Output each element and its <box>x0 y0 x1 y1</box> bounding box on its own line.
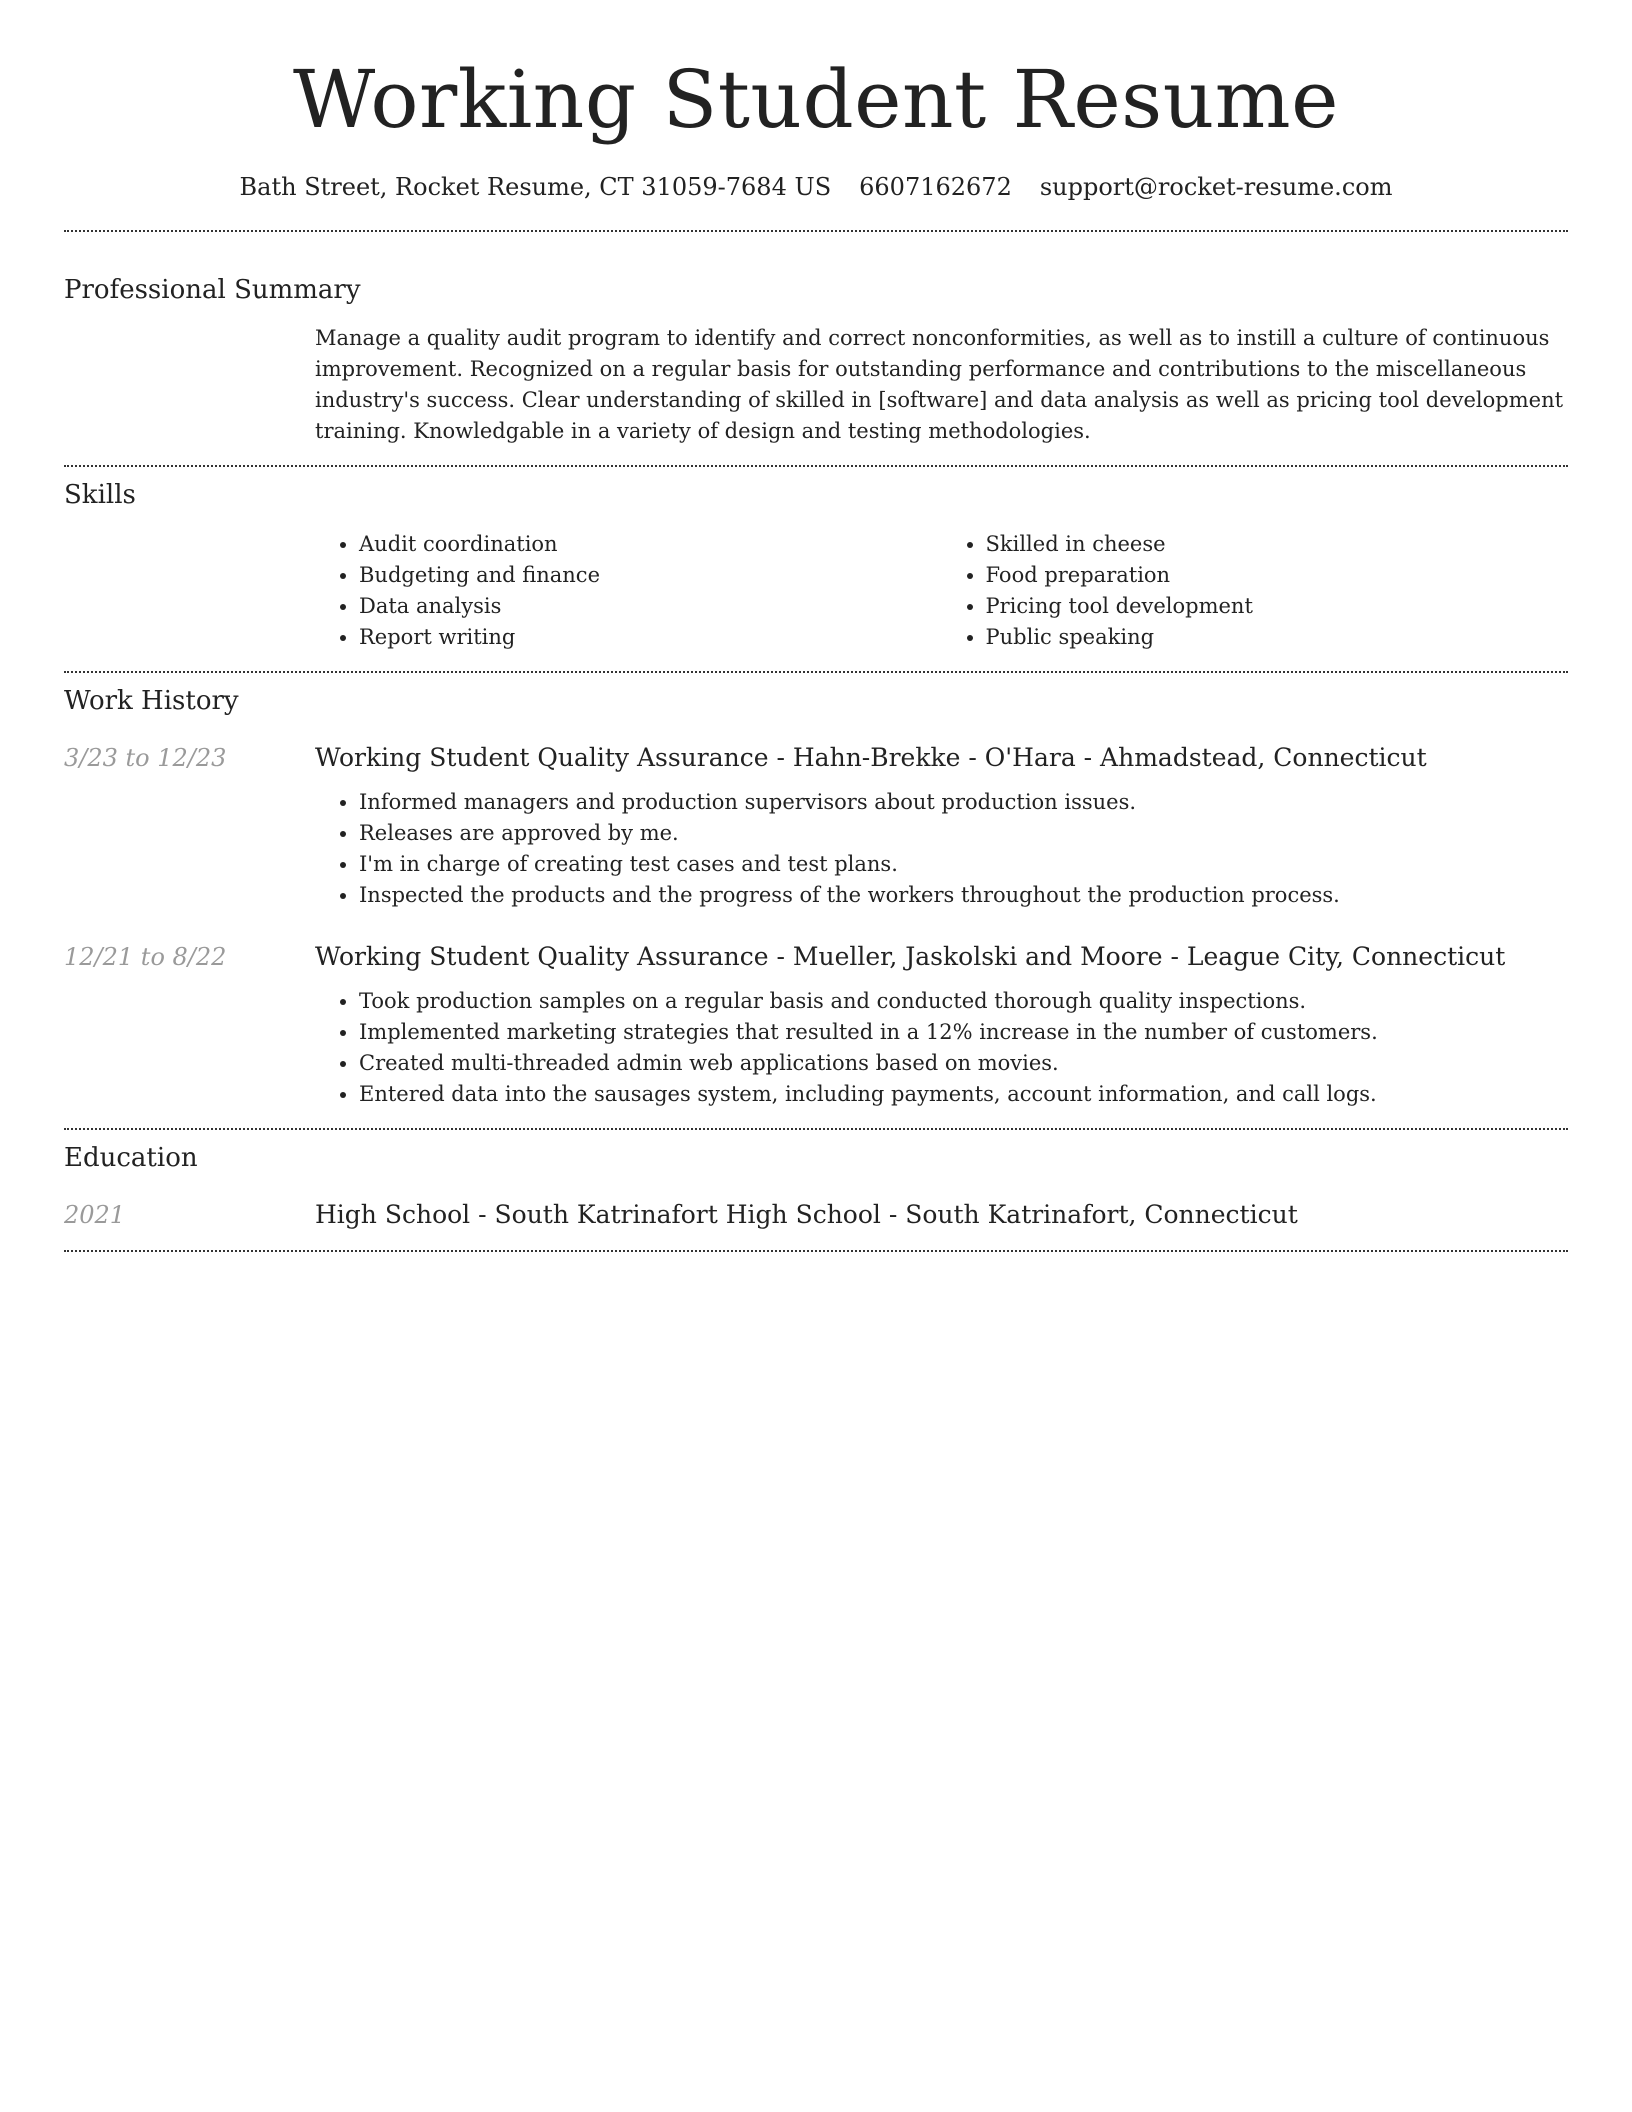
summary-section <box>64 273 1568 447</box>
skill-item: • Skilled in cheese <box>986 529 1569 560</box>
skills-divider <box>64 671 1568 673</box>
job-bullets <box>315 787 1568 911</box>
education-divider <box>64 1250 1568 1252</box>
skills-list-left <box>315 529 942 653</box>
job-dates: 12/21 to 8/22 <box>64 943 227 971</box>
job-bullet: • Created multi-threaded admin web applications based on movies. <box>359 1048 1568 1079</box>
job-bullet: • Releases are approved by me. <box>359 818 1568 849</box>
contact-address: Bath Street, Rocket Resume, CT 31059-7684 US <box>239 173 832 201</box>
job-bullet: • Informed managers and production supervisors about production issues. <box>359 787 1568 818</box>
skill-item: • Public speaking <box>986 622 1569 653</box>
job-bullet: • Implemented marketing strategies that resulted in a 12% increase in the number of customers. <box>359 1017 1568 1048</box>
resume-title: Working Student Resume <box>293 53 1339 146</box>
work-heading: Work History <box>64 686 239 716</box>
skill-item: • Pricing tool development <box>986 591 1569 622</box>
summary-text: Manage a quality audit program to identify and correct nonconformities, as well as to instill a culture of continuous improvement. Recognized on a regular basis for outstanding performance and contributions to the miscellaneous industry's success. Clear understanding of skilled in [software] and data analysis as well as pricing tool development training. Knowledgable in a variety of design and testing methodologies. <box>315 326 1564 443</box>
summary-heading: Professional Summary <box>64 275 361 305</box>
education-heading: Education <box>64 1143 198 1173</box>
job-bullet: • Inspected the products and the progress of the workers throughout the production process. <box>359 880 1568 911</box>
job-bullet: • Entered data into the sausages system, including payments, account information, and call logs. <box>359 1079 1568 1110</box>
header-divider <box>64 230 1568 232</box>
work-divider <box>64 1128 1568 1130</box>
education-entry <box>64 1198 1568 1232</box>
job-entry <box>64 741 1568 911</box>
education-section <box>64 1141 1568 1232</box>
skill-item: • Food preparation <box>986 560 1569 591</box>
contact-email: support@rocket-resume.com <box>1039 173 1393 201</box>
job-title: Working Student Quality Assurance - Hahn-Brekke - O'Hara - Ahmadstead, Connecticut <box>315 743 1427 772</box>
skills-section <box>64 478 1568 653</box>
job-title: Working Student Quality Assurance - Mueller, Jaskolski and Moore - League City, Connecticut <box>315 942 1506 971</box>
summary-divider <box>64 465 1568 467</box>
skills-heading: Skills <box>64 480 136 510</box>
contact-line <box>64 170 1568 204</box>
education-year: 2021 <box>64 1201 126 1229</box>
skill-item: • Data analysis <box>359 591 942 622</box>
work-section <box>64 684 1568 1110</box>
job-dates: 3/23 to 12/23 <box>64 744 227 772</box>
skill-item: • Budgeting and finance <box>359 560 942 591</box>
job-bullets <box>315 986 1568 1110</box>
skills-list-right <box>942 529 1569 653</box>
skill-item: • Audit coordination <box>359 529 942 560</box>
contact-phone: 6607162672 <box>859 173 1012 201</box>
job-bullet: • I'm in charge of creating test cases and test plans. <box>359 849 1568 880</box>
education-title: High School - South Katrinafort High School - South Katrinafort, Connecticut <box>315 1200 1298 1229</box>
skill-item: • Report writing <box>359 622 942 653</box>
job-entry <box>64 940 1568 1110</box>
job-bullet: • Took production samples on a regular basis and conducted thorough quality inspections. <box>359 986 1568 1017</box>
